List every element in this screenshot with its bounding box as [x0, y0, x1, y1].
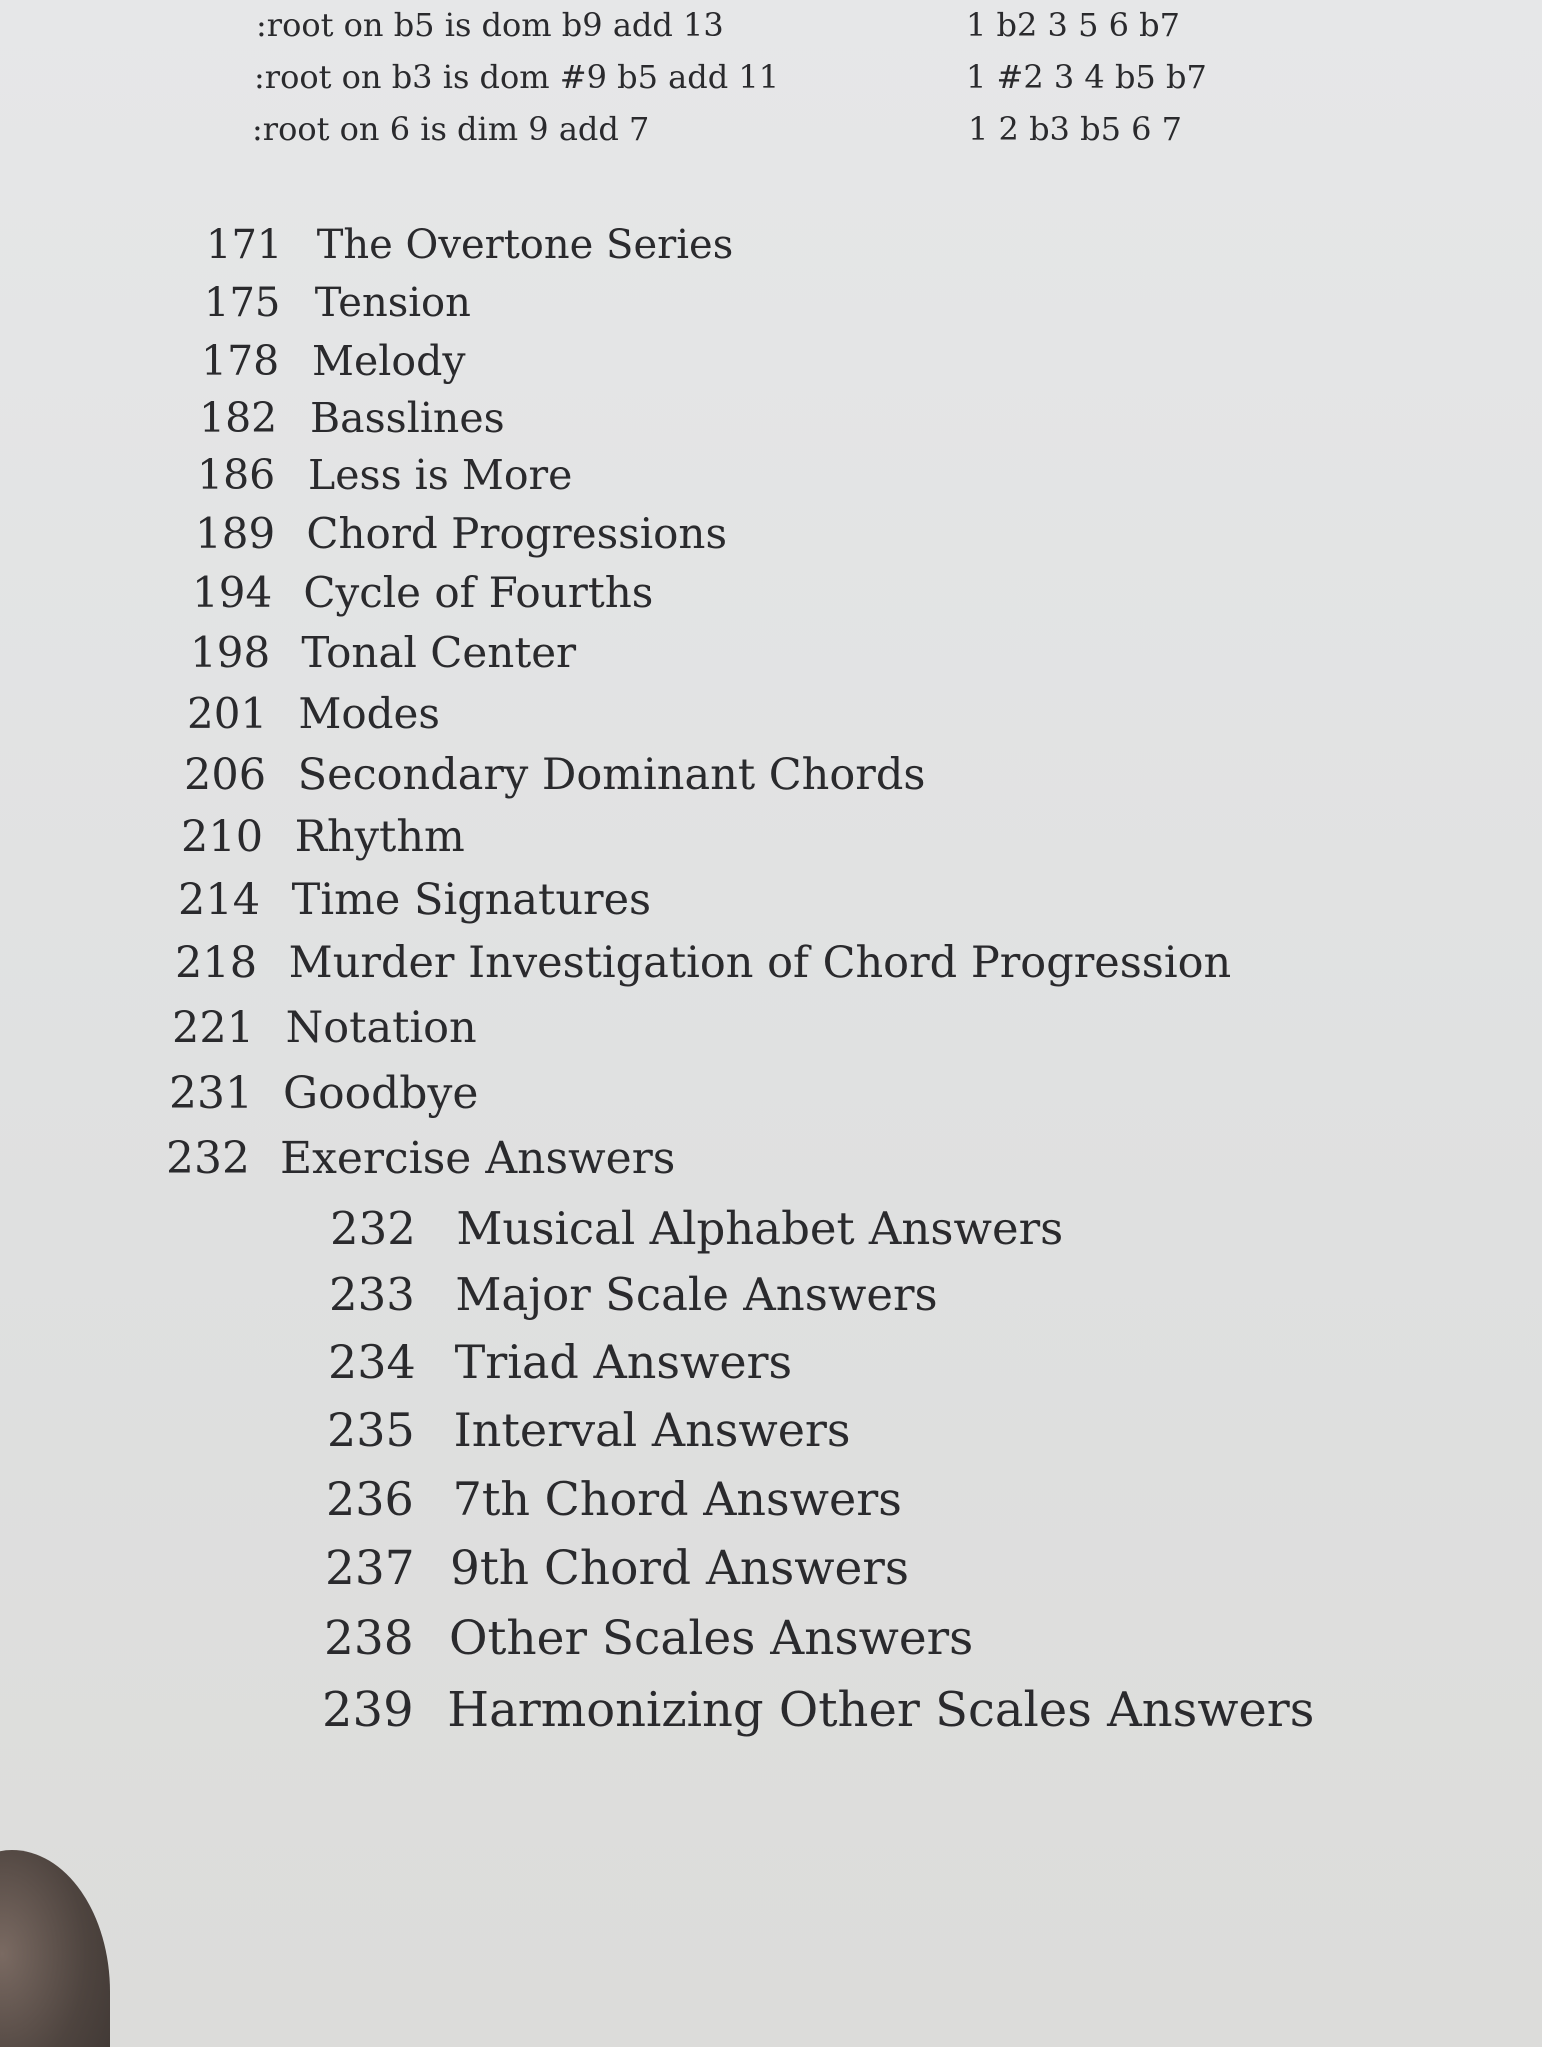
toc-page-number: 237	[325, 1541, 415, 1596]
toc-entry	[187, 689, 440, 738]
toc-title: Rhythm	[294, 812, 465, 862]
formula-label: :root on 6 is dim 9 add 7	[252, 110, 650, 148]
toc-title: Goodbye	[283, 1068, 479, 1119]
toc-page-number: 171	[206, 222, 283, 268]
toc-page-number: 182	[199, 394, 278, 442]
toc-title: Time Signatures	[291, 875, 652, 925]
subtoc-entry	[328, 1335, 792, 1389]
toc-page-number: 234	[328, 1335, 416, 1389]
toc-entry	[184, 750, 925, 800]
toc-page-number: 221	[172, 1003, 255, 1053]
toc-page-number: 178	[201, 337, 280, 385]
formula-intervals: 1 2 b3 b5 6 7	[968, 110, 1182, 148]
toc-entry	[178, 875, 651, 925]
toc-title: Less is More	[308, 451, 573, 499]
subtoc-entry	[330, 1202, 1063, 1255]
toc-title: Major Scale Answers	[455, 1268, 938, 1321]
toc-title: Other Scales Answers	[448, 1611, 974, 1666]
toc-page-number: 194	[192, 568, 273, 617]
formula-label: :root on b3 is dom #9 b5 add 11	[254, 58, 780, 96]
toc-entry	[192, 568, 653, 617]
toc-entry	[199, 394, 505, 442]
subtoc-entry	[326, 1472, 902, 1526]
toc-page-number: 238	[324, 1611, 414, 1666]
toc-page-number: 232	[330, 1202, 416, 1255]
toc-entry	[190, 628, 576, 677]
toc-title: The Overtone Series	[316, 222, 734, 268]
toc-page-number: 201	[187, 689, 268, 738]
subtoc-entry	[327, 1403, 851, 1457]
toc-entry	[204, 280, 471, 326]
toc-page-number: 175	[204, 280, 281, 326]
toc-page-number: 189	[195, 509, 276, 558]
toc-page-number: 214	[178, 875, 261, 925]
toc-title: Modes	[298, 689, 440, 738]
toc-entry	[195, 509, 727, 558]
toc-page-number: 210	[181, 812, 264, 862]
thumb-shadow	[0, 1850, 110, 2047]
toc-entry	[201, 337, 466, 385]
toc-page-number: 233	[329, 1268, 415, 1321]
toc-page-number: 206	[184, 750, 267, 800]
toc-title: Tension	[314, 280, 471, 326]
toc-title: Chord Progressions	[306, 509, 728, 558]
toc-title: 7th Chord Answers	[452, 1472, 902, 1526]
toc-entry	[181, 812, 465, 862]
toc-page-number: 218	[175, 938, 258, 988]
formula-intervals: 1 b2 3 5 6 b7	[966, 6, 1180, 44]
toc-title: Interval Answers	[453, 1403, 851, 1457]
toc-entry	[172, 1003, 477, 1053]
toc-entry	[206, 222, 733, 268]
toc-entry	[169, 1068, 478, 1119]
toc-entry	[197, 451, 572, 499]
toc-title: Murder Investigation of Chord Progression	[288, 938, 1232, 988]
toc-title: Melody	[312, 337, 466, 385]
subtoc-entry	[324, 1611, 973, 1666]
toc-page-number: 236	[326, 1472, 414, 1526]
toc-title: Exercise Answers	[280, 1133, 676, 1184]
toc-title: Tonal Center	[301, 628, 577, 677]
toc-title: Notation	[285, 1003, 477, 1053]
toc-title: Harmonizing Other Scales Answers	[447, 1682, 1315, 1738]
toc-page-number: 186	[197, 451, 276, 499]
toc-page-number: 198	[190, 628, 271, 677]
toc-page-number: 235	[327, 1403, 415, 1457]
subtoc-entry	[329, 1268, 938, 1321]
toc-page-number: 232	[166, 1133, 250, 1184]
toc-title: 9th Chord Answers	[449, 1541, 909, 1596]
toc-title: Secondary Dominant Chords	[297, 750, 926, 800]
subtoc-entry	[325, 1541, 909, 1596]
toc-page-number: 239	[322, 1682, 414, 1738]
toc-entry	[175, 938, 1231, 988]
toc-title: Triad Answers	[454, 1335, 793, 1389]
toc-title: Basslines	[310, 394, 505, 442]
subtoc-entry	[322, 1682, 1314, 1738]
toc-page-number: 231	[169, 1068, 253, 1119]
formula-label: :root on b5 is dom b9 add 13	[256, 6, 724, 44]
formula-intervals: 1 #2 3 4 b5 b7	[966, 58, 1207, 96]
toc-title: Cycle of Fourths	[303, 568, 654, 617]
toc-title: Musical Alphabet Answers	[456, 1202, 1064, 1255]
toc-entry	[166, 1133, 675, 1184]
